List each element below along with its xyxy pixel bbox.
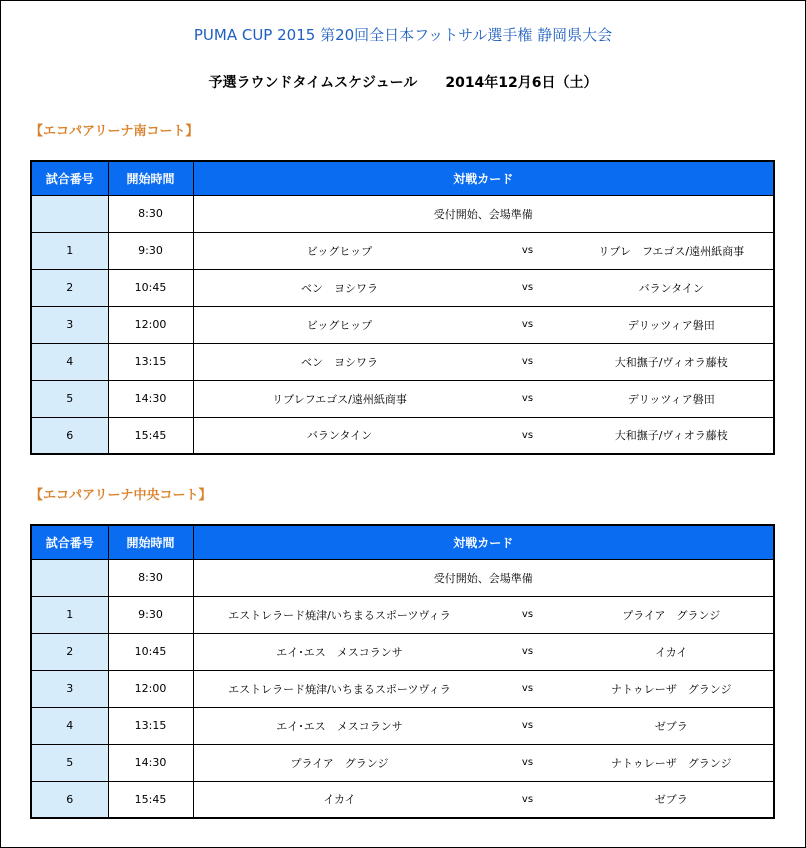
home-team: バランタイン	[306, 429, 373, 443]
vs-label: vs	[521, 282, 534, 293]
vs-label: vs	[521, 429, 534, 441]
match-card-cell	[193, 380, 774, 417]
match-number-cell: 1	[31, 596, 108, 633]
away-team: 大和撫子/ヴィオラ藤枝	[614, 355, 728, 369]
match-number-cell	[31, 195, 108, 232]
table-row	[31, 232, 774, 269]
table-row	[31, 269, 774, 306]
home-team: ビッグヒップ	[306, 318, 373, 332]
home-team: エストレラード焼津/いちまるスポーツヴィラ	[228, 682, 451, 696]
match-number-cell: 3	[31, 670, 108, 707]
vs-label: vs	[521, 683, 534, 694]
away-team: ナトゥレーザ グランジ	[611, 756, 732, 770]
match-number-cell: 1	[31, 232, 108, 269]
away-team: プライア グランジ	[622, 608, 721, 622]
away-team: ゼブラ	[654, 793, 688, 807]
match-card-cell	[193, 707, 774, 744]
start-time-cell: 9:30	[108, 232, 193, 269]
away-team: 大和撫子/ヴィオラ藤枝	[614, 429, 728, 443]
table-row	[31, 670, 774, 707]
away-team: デリッツィア磐田	[627, 318, 715, 332]
match-number-cell: 4	[31, 343, 108, 380]
away-team: ナトゥレーザ グランジ	[611, 682, 732, 696]
match-number-cell: 5	[31, 380, 108, 417]
vs-label: vs	[521, 757, 534, 768]
home-team: エイ･エス メスコランサ	[276, 719, 403, 733]
vs-label: vs	[521, 245, 534, 256]
match-number-cell: 6	[31, 781, 108, 818]
schedule-table-central	[30, 524, 775, 819]
court-title-south: 【エコパアリーナ南コート】	[30, 124, 199, 139]
reception-text-cell: 受付開始、会場準備	[193, 195, 774, 232]
start-time-cell: 8:30	[108, 559, 193, 596]
start-time-cell: 10:45	[108, 269, 193, 306]
table-header-row	[31, 161, 774, 195]
table-header-row	[31, 525, 774, 559]
table-row	[31, 306, 774, 343]
table-row	[31, 596, 774, 633]
start-time-cell: 13:15	[108, 343, 193, 380]
match-card-cell	[193, 670, 774, 707]
start-time-cell: 8:30	[108, 195, 193, 232]
home-team: イカイ	[323, 793, 356, 807]
away-team: バランタイン	[638, 281, 704, 295]
start-time-cell: 10:45	[108, 633, 193, 670]
table-row	[31, 417, 774, 454]
header-start-time: 開始時間	[108, 161, 193, 195]
table-row	[31, 633, 774, 670]
match-card-cell	[193, 306, 774, 343]
home-team: エイ･エス メスコランサ	[276, 645, 403, 659]
home-team: リブレフエゴス/遠州紙商事	[272, 392, 407, 406]
vs-label: vs	[521, 793, 534, 805]
match-card-cell	[193, 781, 774, 818]
start-time-cell: 15:45	[108, 417, 193, 454]
match-card-cell	[193, 596, 774, 633]
match-number-cell: 2	[31, 633, 108, 670]
home-team: プライア グランジ	[290, 756, 389, 770]
vs-label: vs	[521, 646, 534, 657]
vs-label: vs	[521, 720, 534, 731]
match-number-cell: 4	[31, 707, 108, 744]
start-time-cell: 15:45	[108, 781, 193, 818]
match-card-cell	[193, 269, 774, 306]
table-row	[31, 380, 774, 417]
vs-label: vs	[521, 319, 534, 330]
table-row	[31, 707, 774, 744]
header-card: 対戦カード	[193, 525, 774, 559]
header-match-no: 試合番号	[31, 161, 108, 195]
table-row	[31, 744, 774, 781]
start-time-cell: 13:15	[108, 707, 193, 744]
match-card-cell	[193, 633, 774, 670]
page-title: PUMA CUP 2015 第20回全日本フットサル選手権 静岡県大会	[193, 26, 613, 44]
header-match-no: 試合番号	[31, 525, 108, 559]
start-time-cell: 12:00	[108, 670, 193, 707]
court-title-central: 【エコパアリーナ中央コート】	[30, 488, 212, 503]
table-row-reception	[31, 195, 774, 232]
start-time-cell: 9:30	[108, 596, 193, 633]
table-row	[31, 343, 774, 380]
away-team: イカイ	[655, 645, 688, 659]
home-team: ベン ヨシワラ	[301, 281, 378, 295]
schedule-table-south	[30, 160, 775, 455]
away-team: リブレ フエゴス/遠州紙商事	[598, 244, 745, 258]
vs-label: vs	[521, 393, 534, 404]
match-number-cell	[31, 559, 108, 596]
match-number-cell: 5	[31, 744, 108, 781]
start-time-cell: 14:30	[108, 744, 193, 781]
header-card: 対戦カード	[193, 161, 774, 195]
home-team: ベン ヨシワラ	[301, 355, 378, 369]
reception-text-cell: 受付開始、会場準備	[193, 559, 774, 596]
page-subtitle: 予選ラウンドタイムスケジュール 2014年12月6日（土）	[208, 75, 598, 91]
start-time-cell: 14:30	[108, 380, 193, 417]
header-start-time: 開始時間	[108, 525, 193, 559]
vs-label: vs	[521, 356, 534, 367]
away-team: デリッツィア磐田	[627, 392, 715, 406]
away-team: ゼブラ	[654, 719, 688, 733]
table-row	[31, 781, 774, 818]
vs-label: vs	[521, 609, 534, 620]
match-number-cell: 3	[31, 306, 108, 343]
match-card-cell	[193, 744, 774, 781]
match-card-cell	[193, 232, 774, 269]
table-row-reception	[31, 559, 774, 596]
match-number-cell: 6	[31, 417, 108, 454]
home-team: エストレラード焼津/いちまるスポーツヴィラ	[228, 608, 451, 622]
home-team: ビッグヒップ	[306, 244, 373, 258]
match-card-cell	[193, 343, 774, 380]
match-card-cell	[193, 417, 774, 454]
match-number-cell: 2	[31, 269, 108, 306]
start-time-cell: 12:00	[108, 306, 193, 343]
